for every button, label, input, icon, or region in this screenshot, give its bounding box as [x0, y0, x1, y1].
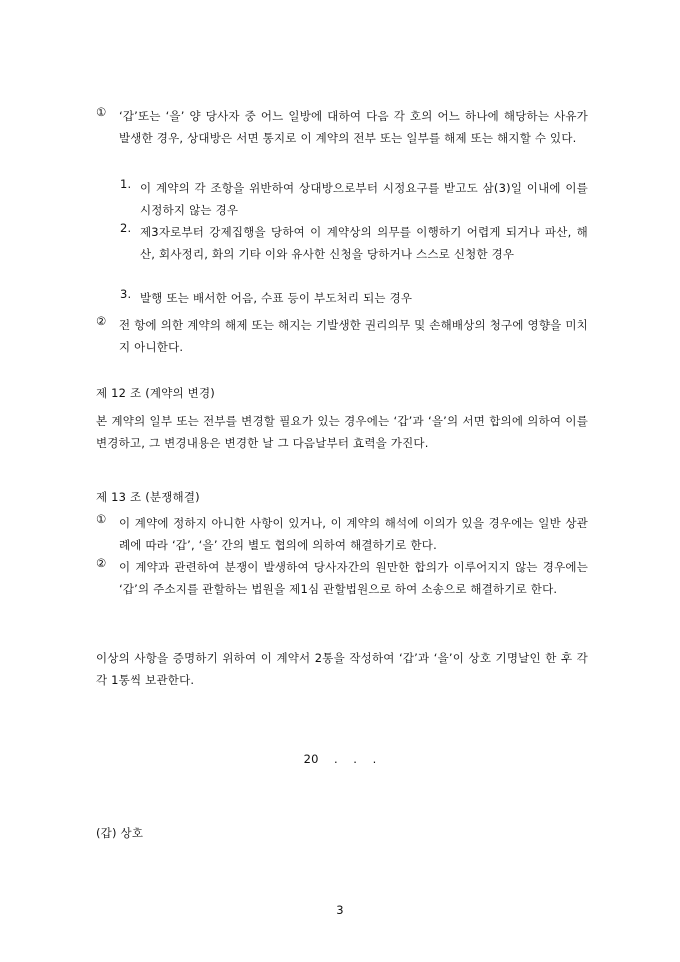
item-text: 이 계약에 정하지 아니한 사항이 있거나, 이 계약의 해석에 이의가 있을 경우에는 일반 상관례에 따라 ‘갑’, ‘을’ 간의 별도 협의에 의하여 해결하기로 한다.	[119, 516, 588, 552]
subitem-text: 이 계약의 각 조항을 위반하여 상대방으로부터 시정요구를 받고도 삼(3)일 이내에 이를 시정하지 않는 경우	[140, 181, 588, 217]
page-number: 3	[336, 903, 344, 917]
clause-12-text: 본 계약의 일부 또는 전부를 변경할 필요가 있는 경우에는 ‘갑’과 ‘을’의 서면 합의에 의하여 이를 변경하고, 그 변경내용은 변경한 날 그 다음날부터 효력을 가진다.	[96, 414, 588, 450]
clause-11-subitem-3	[96, 287, 588, 309]
clause-11-subitem-2	[96, 221, 588, 265]
circled-item	[96, 512, 588, 556]
date-line: 20 . . .	[303, 752, 377, 766]
item-marker: ①	[96, 105, 107, 119]
item-marker: ②	[96, 314, 107, 328]
subitem-number: 3.	[120, 287, 132, 301]
subitem-text: 제3자로부터 강제집행을 당하여 이 계약상의 의무를 이행하기 어렵게 되거나 파산, 해산, 회사정리, 화의 기타 이와 유사한 신청을 당하거나 스스로 신청한 경우	[140, 225, 588, 261]
clause-12	[96, 382, 588, 454]
clause-13-item-1	[96, 512, 588, 556]
item-marker: ①	[96, 512, 107, 526]
subitem-text: 발행 또는 배서한 어음, 수표 등이 부도처리 되는 경우	[140, 291, 413, 305]
item-text: 이 계약과 관련하여 분쟁이 발생하여 당사자간의 원만한 합의가 이루어지지 않는 경우에는 ‘갑’의 주소지를 관할하는 법원을 제1심 관할법원으로 하여 소송으로 해결하기로 한다.	[119, 560, 588, 596]
numbered-item	[120, 287, 588, 309]
subitem-number: 1.	[120, 177, 132, 191]
numbered-item	[120, 221, 588, 265]
circled-item	[96, 556, 588, 600]
item-text: ‘갑’또는 ‘을’ 양 당사자 중 어느 일방에 대하여 다음 각 호의 어느 하나에 해당하는 사유가 발생한 경우, 상대방은 서면 통지로 이 계약의 전부 또는 일부를 해제 또는 해지할 수 있다.	[119, 109, 588, 145]
clause-13	[96, 486, 588, 508]
clause-11-item-1	[96, 105, 588, 149]
circled-item	[96, 105, 588, 149]
clause-13-item-2	[96, 556, 588, 600]
item-text: 전 항에 의한 계약의 해제 또는 해지는 기발생한 권리의무 및 손해배상의 청구에 영향을 미치지 아니한다.	[119, 318, 588, 354]
clause-12-title: 제 12 조 (계약의 변경)	[96, 386, 215, 400]
subitem-number: 2.	[120, 221, 132, 235]
closing-text: 이상의 사항을 증명하기 위하여 이 계약서 2통을 작성하여 ‘갑’과 ‘을’이 상호 기명날인 한 후 각각 1통씩 보관한다.	[96, 651, 588, 687]
clause-13-title: 제 13 조 (분쟁해결)	[96, 490, 200, 504]
closing-statement	[96, 647, 588, 691]
numbered-item	[120, 177, 588, 221]
party-label: (갑) 상호	[96, 826, 144, 840]
clause-11-subitem-1	[96, 177, 588, 221]
item-marker: ②	[96, 556, 107, 570]
clause-11-item-2	[96, 314, 588, 358]
circled-item	[96, 314, 588, 358]
